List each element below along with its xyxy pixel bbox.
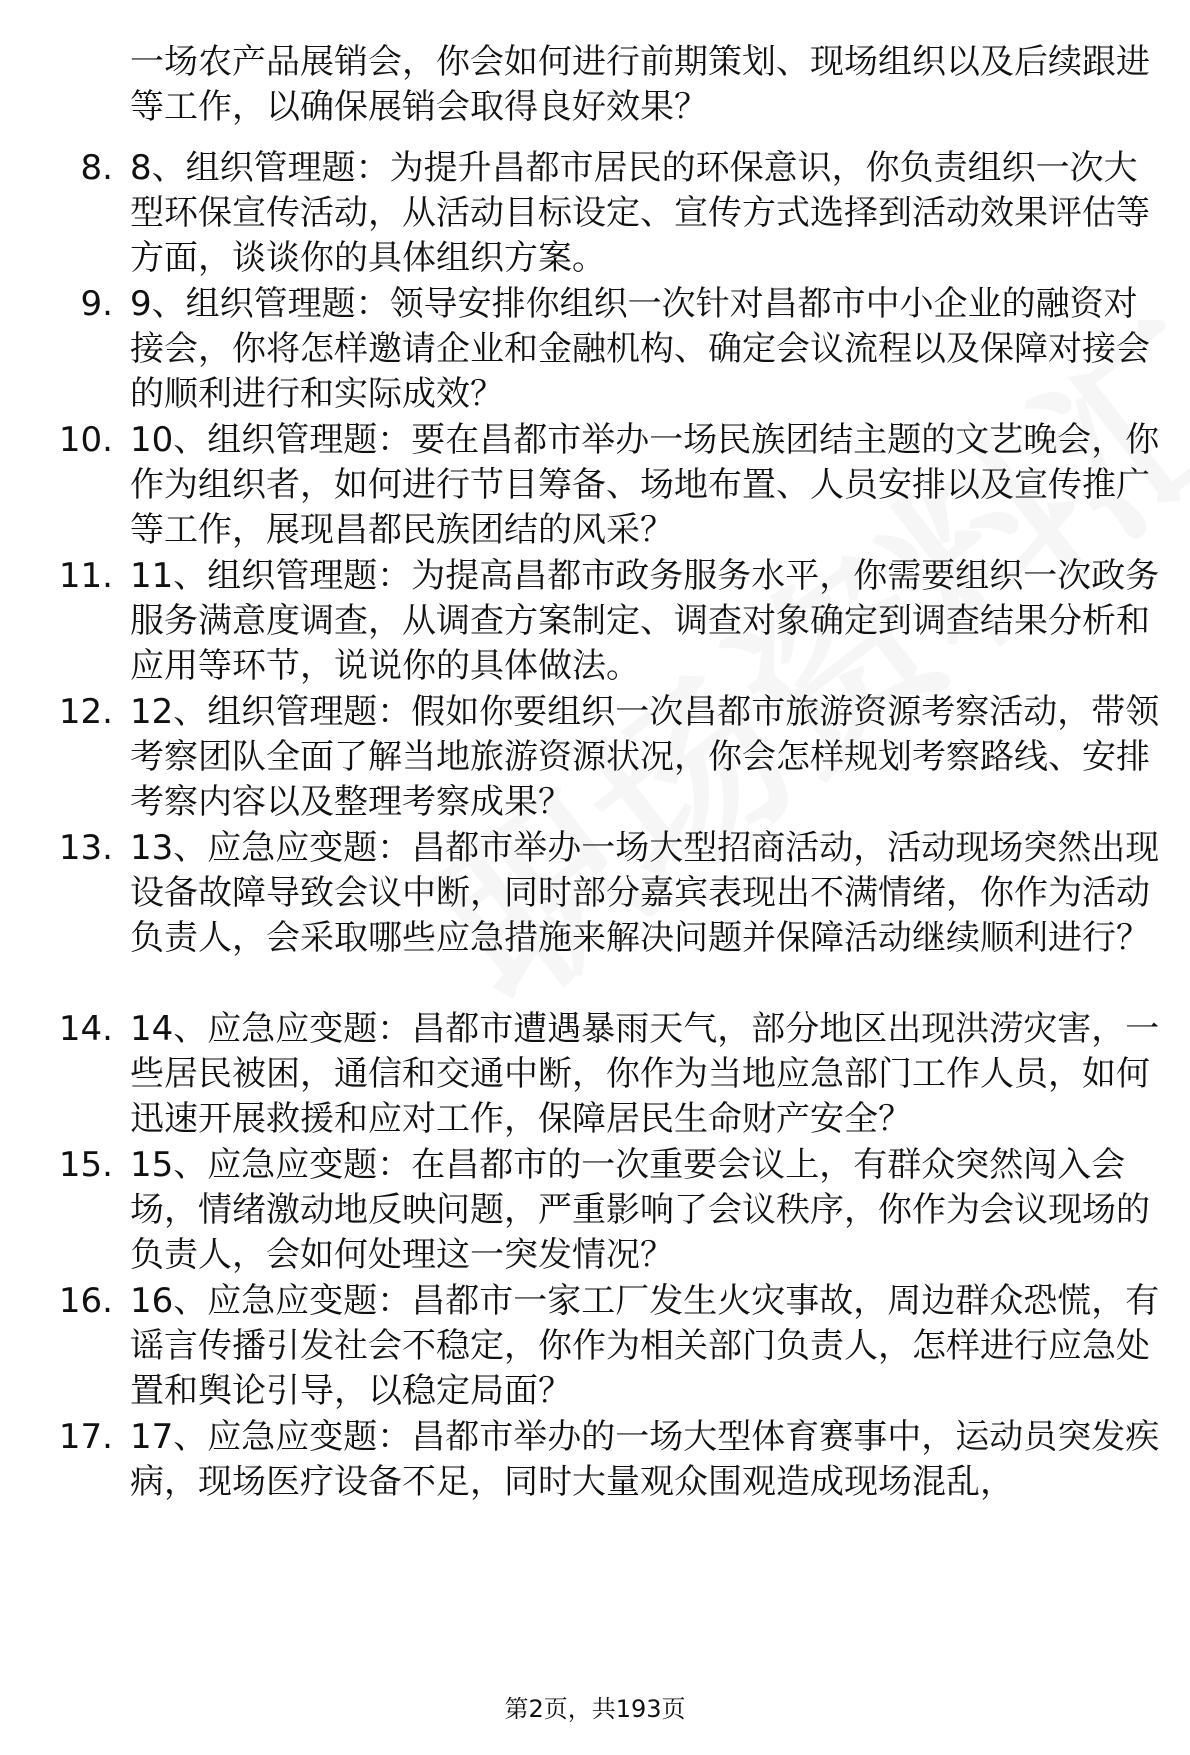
page-footer: 第2页，共193页 (504, 1695, 686, 1723)
list-item-number: 14. (58, 1009, 113, 1049)
list-item-text: 11、组织管理题：为提高昌都市政务服务水平，你需要组织一次政务服务满意度调查，从调查方案制定、调查对象确定到调查结果分析和应用等环节，说说你的具体做法。 (130, 556, 1160, 686)
list-item-number: 9. (80, 284, 113, 324)
list-item-text: 8、组织管理题：为提升昌都市居民的环保意识，你负责组织一次大型环保宣传活动，从活动目标设定、宣传方式选择到活动效果评估等方面，谈谈你的具体组织方案。 (130, 148, 1150, 278)
list-item-number: 15. (58, 1145, 113, 1185)
list-item-number: 11. (58, 556, 113, 596)
continuation-paragraph: 一场农产品展销会，你会如何进行前期策划、现场组织以及后续跟进等工作，以确保展销会取得良好效果？ (130, 42, 1150, 127)
list-item-number: 10. (58, 420, 113, 460)
list-item-number: 16. (58, 1281, 113, 1321)
list-item-number: 8. (80, 148, 113, 188)
list-item-number: 12. (58, 692, 113, 732)
list-item-text: 15、应急应变题：在昌都市的一次重要会议上，有群众突然闯入会场，情绪激动地反映问题，严重影响了会议秩序，你作为会议现场的负责人，会如何处理这一突发情况？ (130, 1145, 1150, 1275)
list-item-text: 9、组织管理题：领导安排你组织一次针对昌都市中小企业的融资对接会，你将怎样邀请企业和金融机构、确定会议流程以及保障对接会的顺利进行和实际成效？ (130, 284, 1150, 414)
list-item-text: 12、组织管理题：假如你要组织一次昌都市旅游资源考察活动，带领考察团队全面了解当地旅游资源状况，你会怎样规划考察路线、安排考察内容以及整理考察成果？ (130, 692, 1160, 822)
list-item-text: 10、组织管理题：要在昌都市举办一场民族团结主题的文艺晚会，你作为组织者，如何进行节目筹备、场地布置、人员安排以及宣传推广等工作，展现昌都民族团结的风采？ (130, 420, 1160, 550)
list-item-text: 13、应急应变题：昌都市举办一场大型招商活动，活动现场突然出现设备故障导致会议中断，同时部分嘉宾表现出不满情绪，你作为活动负责人，会采取哪些应急措施来解决问题并保障活动继续顺利进行？ (130, 828, 1160, 958)
list-item-text: 14、应急应变题：昌都市遭遇暴雨天气，部分地区出现洪涝灾害，一些居民被困，通信和交通中断，你作为当地应急部门工作人员，如何迅速开展救援和应对工作，保障居民生命财产安全？ (130, 1009, 1160, 1139)
list-item-text: 17、应急应变题：昌都市举办的一场大型体育赛事中，运动员突发疾病，现场医疗设备不足，同时大量观众围观造成现场混乱， (130, 1417, 1160, 1502)
list-item-number: 13. (58, 828, 113, 868)
list-item-text: 16、应急应变题：昌都市一家工厂发生火灾事故，周边群众恐慌，有谣言传播引发社会不稳定，你作为相关部门负责人，怎样进行应急处置和舆论引导，以稳定局面？ (130, 1281, 1160, 1411)
list-item-number: 17. (58, 1417, 113, 1457)
